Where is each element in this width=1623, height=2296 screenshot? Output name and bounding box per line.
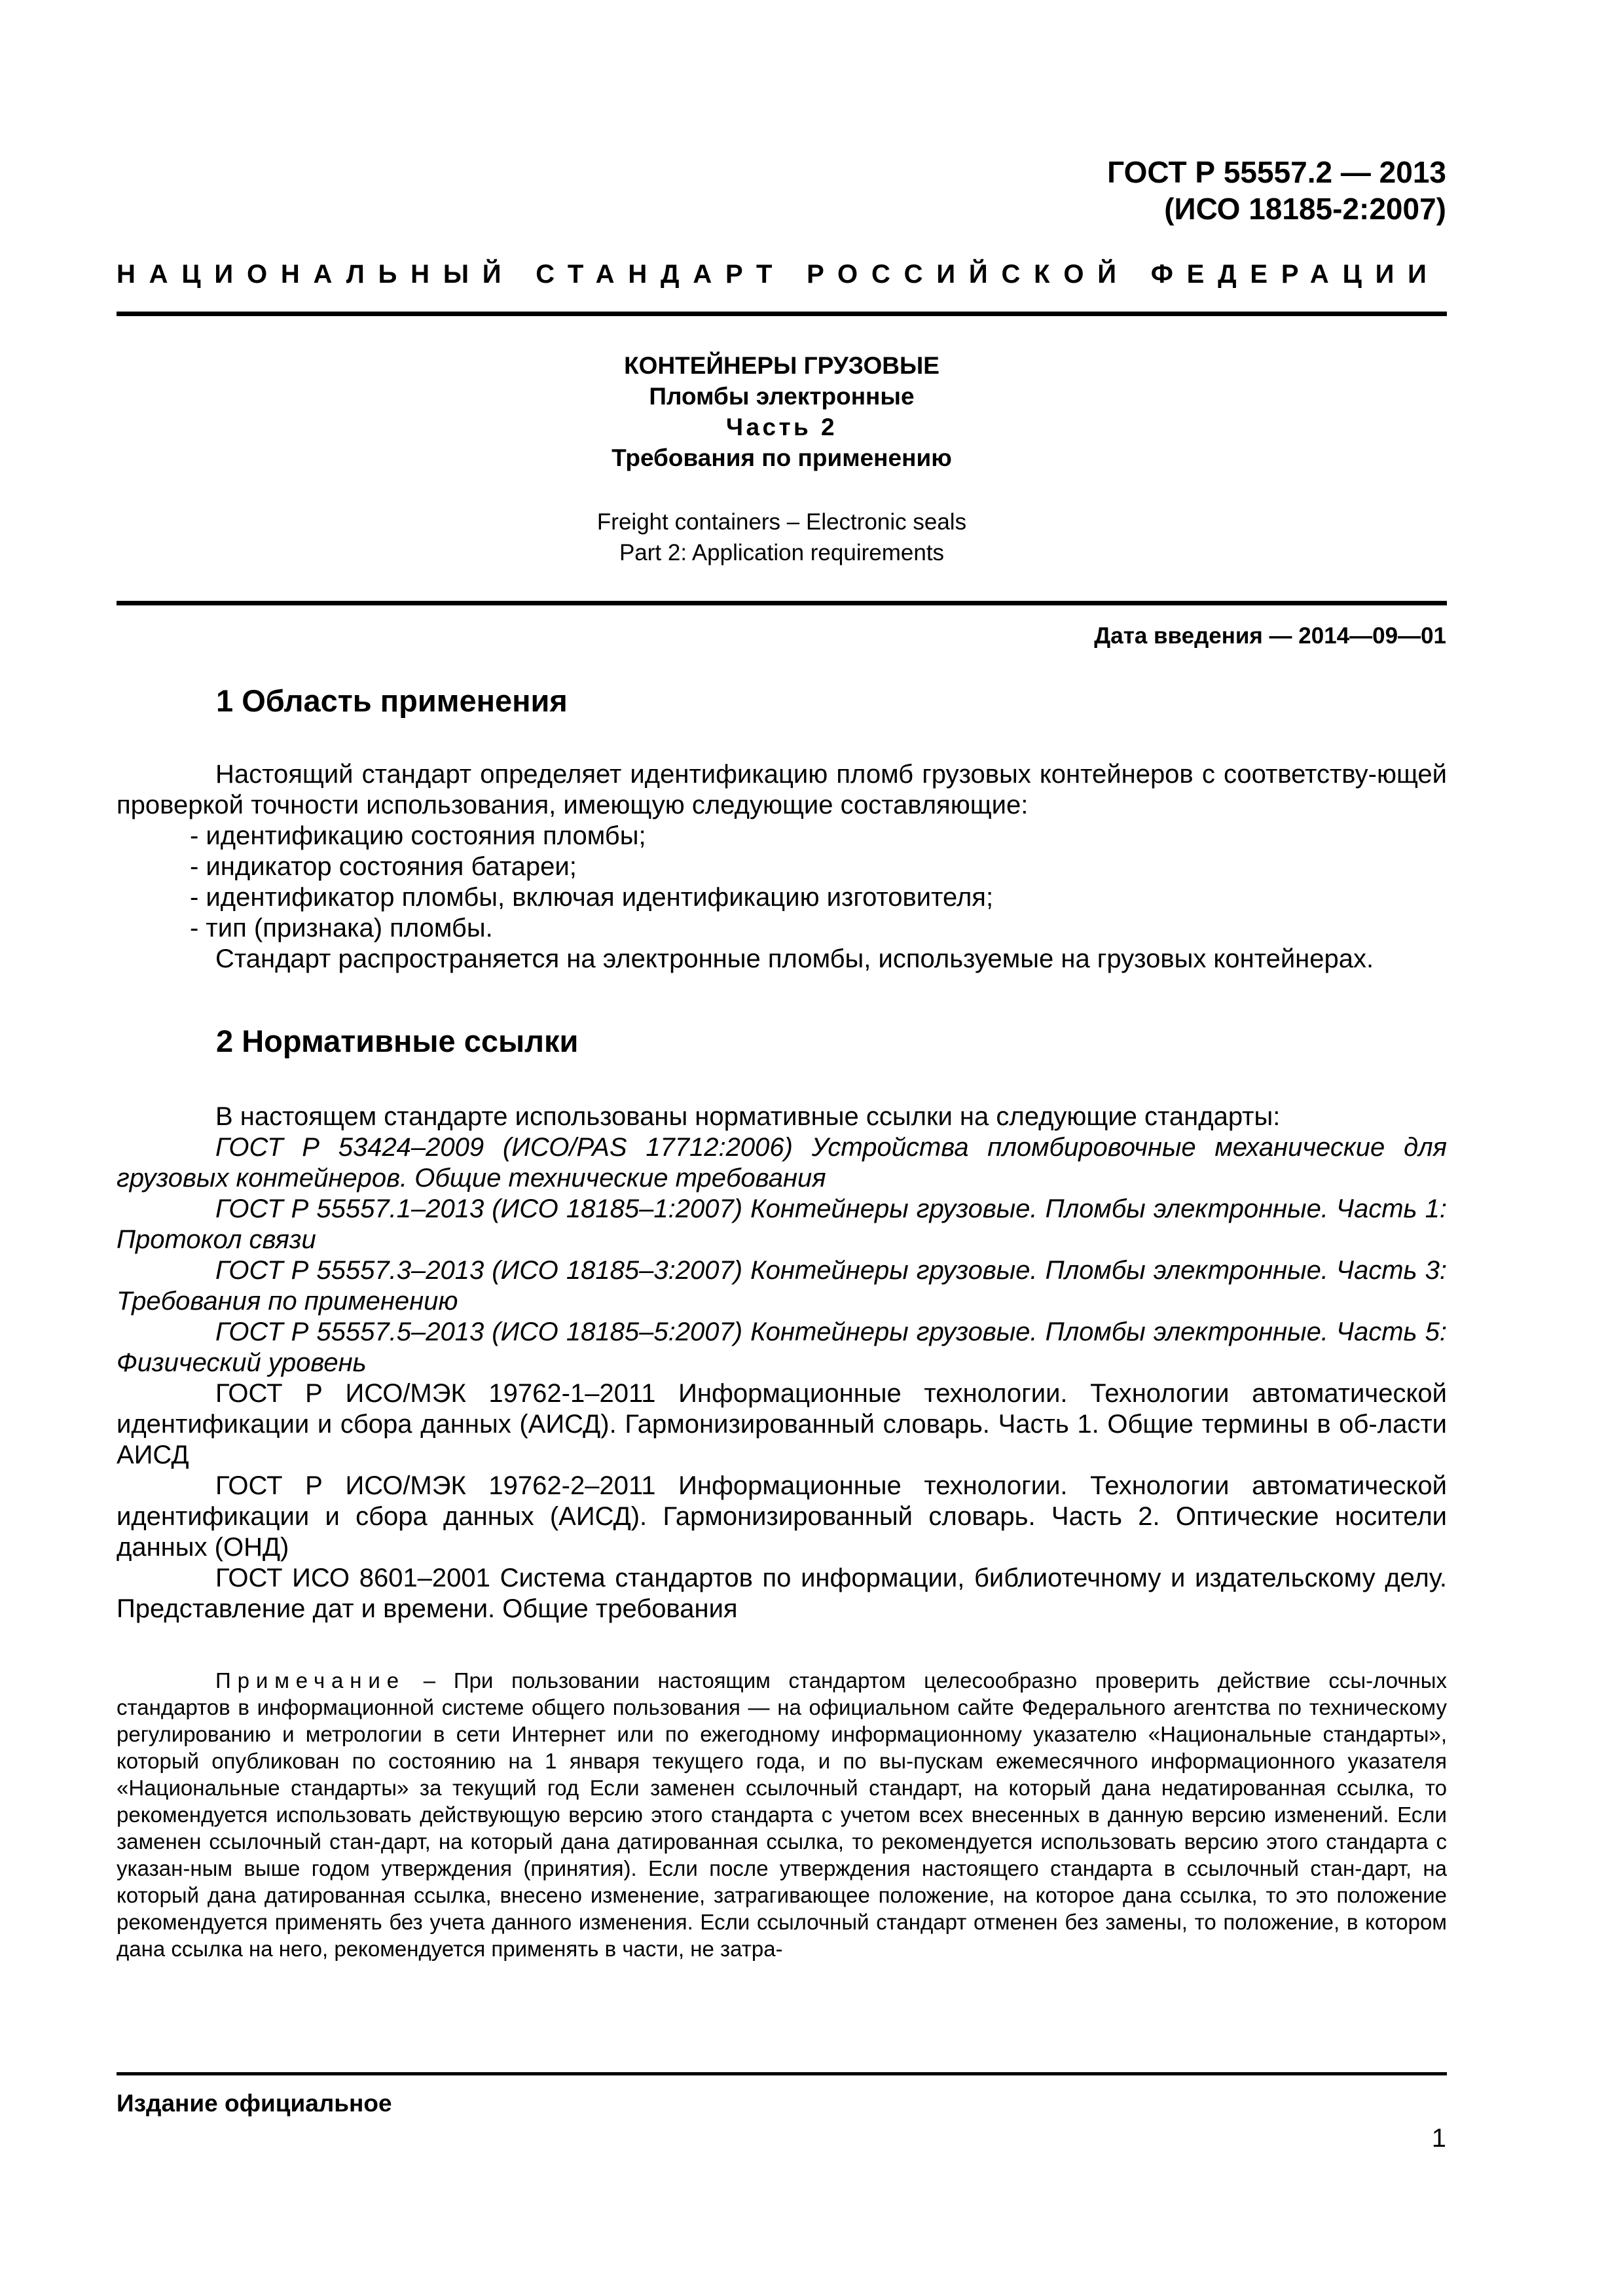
note-label: Примечание [215,1668,406,1693]
section-1-paragraph: Настоящий стандарт определяет идентификацию пломб грузовых контейнеров с соответству-ющей проверкой точности использования, имеющую следующие составляющие: [117,760,1447,819]
title-line-1: КОНТЕЙНЕРЫ ГРУЗОВЫЕ [624,352,939,379]
english-title-line-2: Part 2: Application requirements [619,540,945,565]
reference-item: ГОСТ Р ИСО/МЭК 19762-2–2011 Информационные технологии. Технологии автоматической идентификации и сбора данных (АИСД). Гармонизированный словарь. Часть 2. Оптические носители данных (ОНД) [117,1471,1447,1562]
introduction-date: Дата введения — 2014—09—01 [1094,623,1446,649]
english-title-line-1: Freight containers – Electronic seals [596,509,967,535]
note-text: – При пользовании настоящим стандартом целесообразно проверить действие ссы-лочных стандартов в информационной системе общего пользования — на официальном сайте Федерального агентства по техническому регулированию и метрологии в сети Интернет или по ежегодному информационному указателю «Национальные стандарты», который опубликован по состоянию на 1 января текущего года, и по вы-пускам ежемесячного информационного указателя «Национальные стандарты» за текущий год Если заменен ссылочный стандарт, на который дана недатированная ссылка, то рекомендуется использовать действующую версию этого стандарта с учетом всех внесенных в данную версию изменений. Если заменен ссылочный стан-дарт, на который дана датированная ссылка, то рекомендуется использовать версию этого стандарта с указан-ным выше годом утверждения (принятия). Если после утверждения настоящего стандарта в ссылочный стан-дарт, на который дана датированная ссылка, внесено изменение, затрагивающее положение, на которое дана ссылка, то это положение рекомендуется применять без учета данного изменения. Если ссылочный стандарт отменен без замены, то положение, в котором дана ссылка на него, рекомендуется применять в части, не затра- [117,1668,1448,1961]
reference-item: ГОСТ ИСО 8601–2001 Система стандартов по информации, библиотечному и издательскому делу. Представление дат и времени. Общие требования [117,1564,1447,1623]
section-1-heading: 1 Область применения [216,683,568,718]
title-line-4: Требования по применению [611,444,952,471]
divider-title [117,601,1447,605]
reference-item: ГОСТ Р ИСО/МЭК 19762-1–2011 Информационные технологии. Технологии автоматической идентификации и сбора данных (АИСД). Гармонизированный словарь. Часть 1. Общие термины в об-ласти АИСД [117,1379,1447,1469]
title-line-3: Часть 2 [726,414,837,440]
english-title [117,507,1447,568]
section-2-body [117,1102,1447,1624]
iso-equivalent: (ИСО 18185-2:2007) [1164,192,1446,226]
list-item: - идентификацию состояния пломбы; [190,821,646,850]
official-edition-label: Издание официальное [117,2090,392,2117]
note-paragraph [117,1667,1447,1962]
document-title [117,350,1447,473]
section-1-body [117,759,1447,975]
divider-footer [117,2072,1447,2075]
section-2-intro: В настоящем стандарте использованы нормативные ссылки на следующие стандарты: [215,1102,1281,1131]
reference-item: ГОСТ Р 55557.1–2013 (ИСО 18185–1:2007) Контейнеры грузовые. Пломбы электронные. Часть 1: Протокол связи [117,1194,1447,1254]
list-item: - тип (признака) пломбы. [190,914,493,942]
standard-number: ГОСТ Р 55557.2 — 2013 [1107,155,1446,189]
section-2-heading: 2 Нормативные ссылки [216,1024,579,1058]
reference-item: ГОСТ Р 53424–2009 (ИСО/PAS 17712:2006) Устройства пломбировочные механические для грузовых контейнеров. Общие технические требования [117,1133,1447,1193]
list-item: - индикатор состояния батареи; [190,852,577,881]
page-number: 1 [1431,2124,1446,2153]
reference-item: ГОСТ Р 55557.5–2013 (ИСО 18185–5:2007) Контейнеры грузовые. Пломбы электронные. Часть 5: Физический уровень [117,1318,1447,1377]
reference-item: ГОСТ Р 55557.3–2013 (ИСО 18185–3:2007) Контейнеры грузовые. Пломбы электронные. Часть 3: Требования по применению [117,1256,1447,1316]
list-item: - идентификатор пломбы, включая идентификацию изготовителя; [190,883,994,912]
national-standard-banner: НАЦИОНАЛЬНЫЙ СТАНДАРТ РОССИЙСКОЙ ФЕДЕРАЦИИ [117,260,1440,289]
standard-code [1107,154,1446,227]
section-1-scope-paragraph: Стандарт распространяется на электронные пломбы, используемые на грузовых контейнерах. [215,944,1374,973]
divider-top [117,312,1447,316]
title-line-2: Пломбы электронные [649,383,915,410]
